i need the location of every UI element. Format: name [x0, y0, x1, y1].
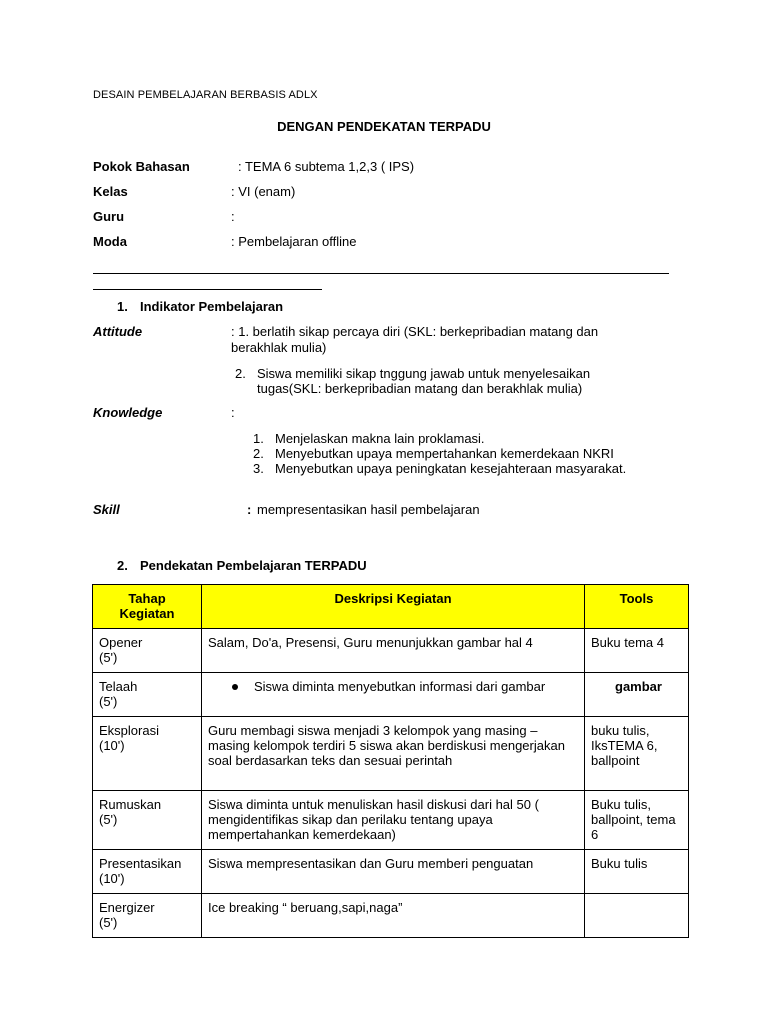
list-item: 1. Menjelaskan makna lain proklamasi. — [253, 431, 485, 446]
knowledge-list — [253, 431, 626, 476]
cell-description: Siswa diminta untuk menuliskan hasil diskusi dari hal 50 ( mengidentifikas sikap dan perilaku tentang upaya mempertahankan kemerdekaan) — [202, 791, 585, 850]
separator-line-short — [93, 289, 322, 290]
separator-line — [93, 273, 669, 274]
section2-title: Pendekatan Pembelajaran TERPADU — [140, 558, 367, 573]
list-item: 3. Menyebutkan upaya peningkatan kesejahteraan masyarakat. — [253, 461, 627, 476]
cell-stage: Presentasikan (10') — [93, 850, 202, 894]
knowledge-label: Knowledge — [93, 405, 163, 420]
section2-number: 2. — [117, 558, 128, 573]
cell-tools: Buku tulis — [585, 850, 689, 894]
cell-description: Guru membagi siswa menjadi 3 kelompok yang masing – masing kelompok terdiri 5 siswa akan berdiskusi mengerjakan soal berdasarkan teks dan sesuai perintah — [202, 717, 585, 791]
info-label-guru: Guru — [93, 209, 125, 224]
info-label-pokok: Pokok Bahasan — [93, 159, 190, 174]
info-label-kelas: Kelas — [93, 184, 128, 199]
header-description: Deskripsi Kegiatan — [202, 585, 585, 629]
skill-label: Skill — [93, 502, 120, 517]
table-row — [93, 629, 689, 673]
table-row — [93, 894, 689, 938]
cell-stage: Opener (5') — [93, 629, 202, 673]
section1-number: 1. — [117, 299, 128, 314]
cell-description: Salam, Do'a, Presensi, Guru menunjukkan gambar hal 4 — [202, 629, 585, 673]
attitude-item1-line2: berakhlak mulia) — [231, 340, 327, 355]
table-row — [93, 673, 689, 717]
info-value-moda: : Pembelajaran offline — [231, 234, 357, 249]
cell-description: Ice breaking “ beruang,sapi,naga” — [202, 894, 585, 938]
section1-title: Indikator Pembelajaran — [140, 299, 284, 314]
info-label-moda: Moda — [93, 234, 127, 249]
attitude-label: Attitude — [93, 324, 143, 339]
doc-title: DENGAN PENDEKATAN TERPADU — [277, 119, 491, 134]
cell-stage: Energizer (5') — [93, 894, 202, 938]
info-value-kelas: : VI (enam) — [231, 184, 296, 199]
table-row — [93, 850, 689, 894]
cell-tools: Buku tema 4 — [585, 629, 689, 673]
cell-tools: Buku tulis, ballpoint, tema 6 — [585, 791, 689, 850]
cell-stage: Rumuskan (5') — [93, 791, 202, 850]
attitude-item2-number: 2. — [235, 366, 246, 381]
attitude-item2-line2: tugas(SKL: berkepribadian matang dan berakhlak mulia) — [257, 381, 583, 396]
cell-description: Siswa mempresentasikan dan Guru memberi penguatan — [202, 850, 585, 894]
knowledge-colon: : — [231, 405, 235, 420]
activity-table — [92, 584, 689, 938]
attitude-item2-line1: Siswa memiliki sikap tnggung jawab untuk menyelesaikan — [257, 366, 591, 381]
info-value-guru: : — [231, 209, 235, 224]
table-row — [93, 791, 689, 850]
cell-tools — [585, 894, 689, 938]
cell-tools: gambar — [585, 673, 689, 717]
skill-colon: : — [247, 502, 252, 517]
cell-stage: Telaah (5') — [93, 673, 202, 717]
table-row — [93, 717, 689, 791]
list-item: 2. Menyebutkan upaya mempertahankan kemerdekaan NKRI — [253, 446, 614, 461]
header-stage: Tahap Kegiatan — [93, 585, 202, 629]
attitude-item1-line1: : 1. berlatih sikap percaya diri (SKL: berkepribadian matang dan — [231, 324, 599, 339]
bullet-icon — [232, 684, 238, 690]
cell-tools: buku tulis, IksTEMA 6, ballpoint — [585, 717, 689, 791]
doc-header: DESAIN PEMBELAJARAN BERBASIS ADLX — [93, 89, 318, 101]
skill-value: mempresentasikan hasil pembelajaran — [257, 502, 480, 517]
cell-stage: Eksplorasi (10') — [93, 717, 202, 791]
info-value-pokok: : TEMA 6 subtema 1,2,3 ( IPS) — [238, 159, 415, 174]
header-tools: Tools — [585, 585, 689, 629]
table-header-row — [93, 585, 689, 629]
cell-description: Siswa diminta menyebutkan informasi dari gambar — [202, 673, 585, 717]
